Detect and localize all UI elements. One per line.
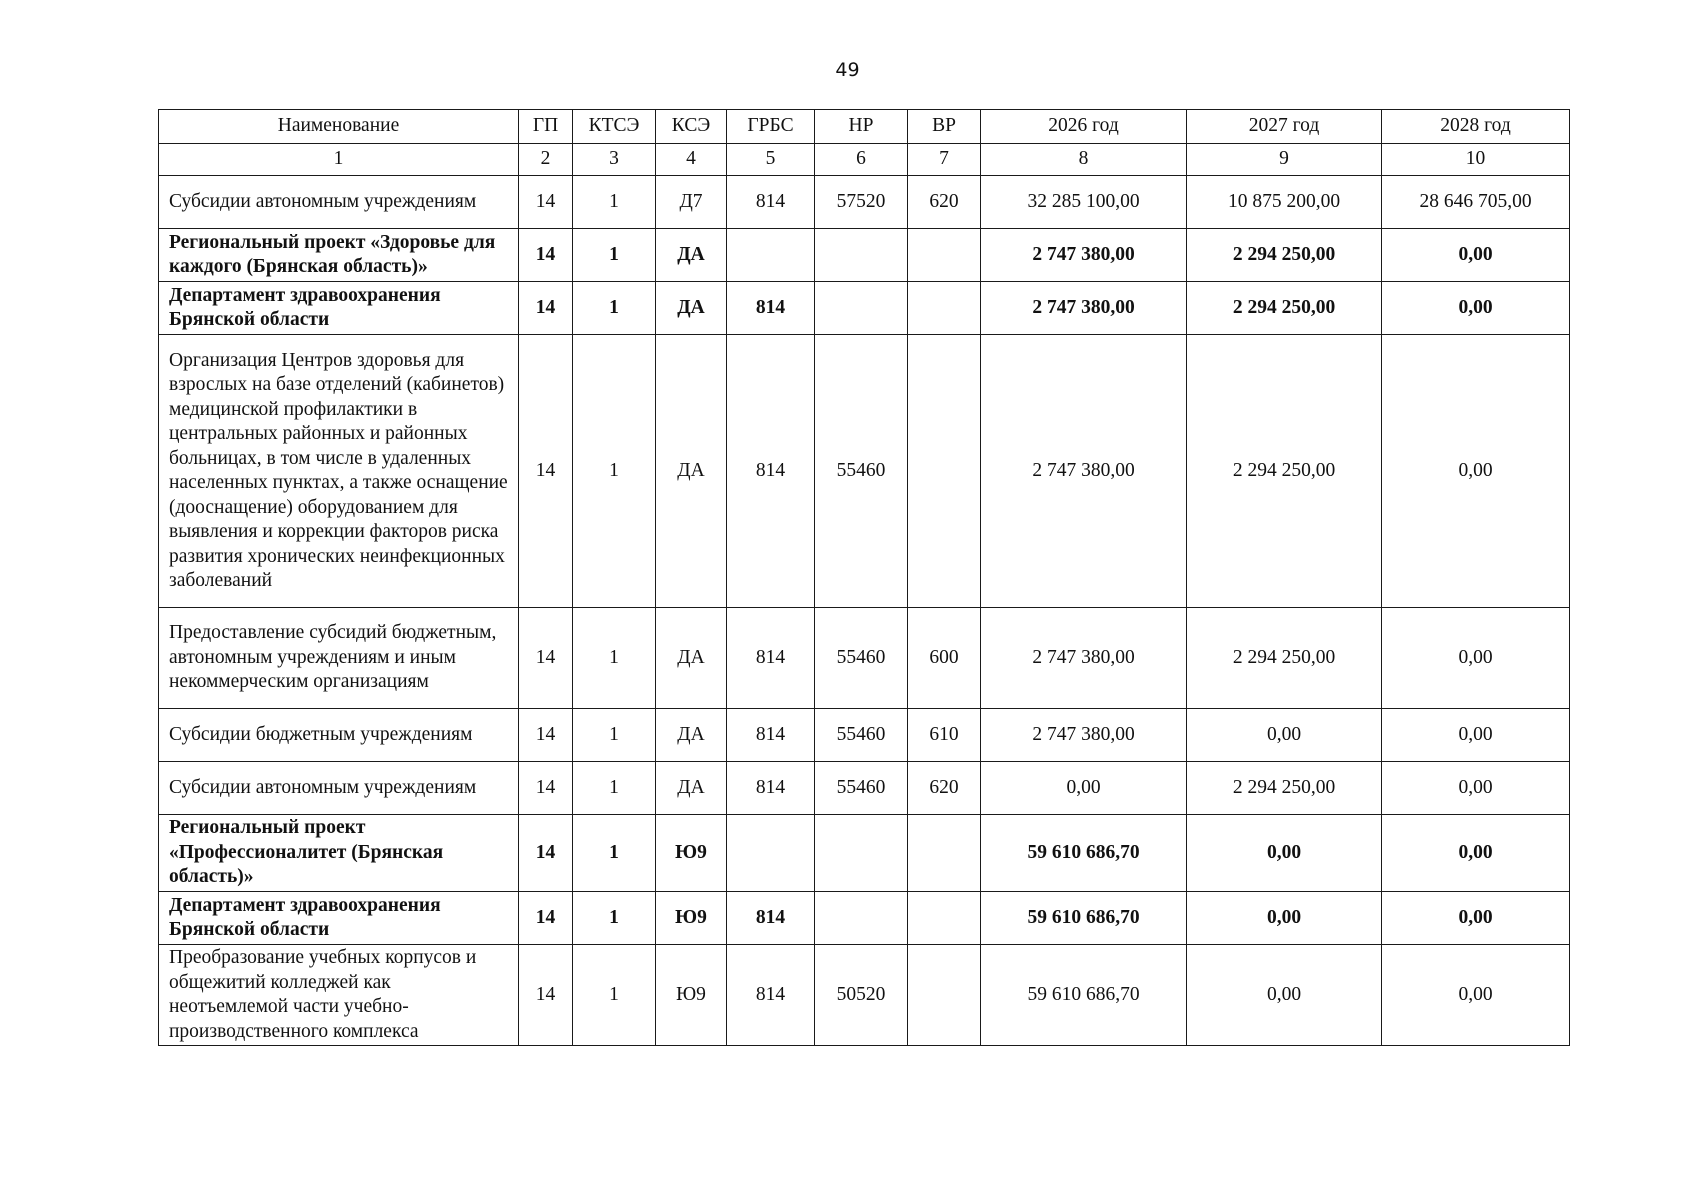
table-row xyxy=(159,892,1570,945)
cell-vr: 610 xyxy=(908,709,981,762)
cell-ktse: 1 xyxy=(573,176,656,229)
cell-2026: 0,00 xyxy=(981,762,1187,815)
header-row xyxy=(159,110,1570,144)
cell-gp: 14 xyxy=(519,608,573,709)
header-2028: 2028 год xyxy=(1382,110,1570,144)
cell-ktse: 1 xyxy=(573,282,656,335)
cell-2028: 0,00 xyxy=(1382,762,1570,815)
cell-gp: 14 xyxy=(519,176,573,229)
cell-grbs: 814 xyxy=(727,335,815,608)
cell-gp: 14 xyxy=(519,815,573,892)
cell-nr xyxy=(815,892,908,945)
cell-kse: Ю9 xyxy=(656,815,727,892)
cell-nr: 55460 xyxy=(815,709,908,762)
cell-gp: 14 xyxy=(519,892,573,945)
header-2026: 2026 год xyxy=(981,110,1187,144)
cell-vr xyxy=(908,282,981,335)
cell-2026: 59 610 686,70 xyxy=(981,892,1187,945)
cell-gp: 14 xyxy=(519,229,573,282)
budget-table xyxy=(158,109,1570,1046)
column-index-row xyxy=(159,144,1570,176)
cell-grbs xyxy=(727,815,815,892)
cell-nr xyxy=(815,229,908,282)
cell-kse: Ю9 xyxy=(656,945,727,1046)
cell-ktse: 1 xyxy=(573,335,656,608)
cell-nr: 55460 xyxy=(815,608,908,709)
cell-grbs: 814 xyxy=(727,945,815,1046)
cell-2027: 2 294 250,00 xyxy=(1187,229,1382,282)
cell-2028: 0,00 xyxy=(1382,945,1570,1046)
column-index: 10 xyxy=(1382,144,1570,176)
cell-name: Субсидии автономным учреждениям xyxy=(159,762,519,815)
cell-2028: 0,00 xyxy=(1382,815,1570,892)
page-number: 49 xyxy=(835,59,860,81)
cell-kse: ДА xyxy=(656,229,727,282)
cell-2028: 0,00 xyxy=(1382,335,1570,608)
header-grbs: ГРБС xyxy=(727,110,815,144)
cell-ktse: 1 xyxy=(573,709,656,762)
cell-nr: 57520 xyxy=(815,176,908,229)
cell-kse: ДА xyxy=(656,762,727,815)
cell-nr: 50520 xyxy=(815,945,908,1046)
cell-2026: 2 747 380,00 xyxy=(981,335,1187,608)
cell-2027: 0,00 xyxy=(1187,945,1382,1046)
cell-nr xyxy=(815,282,908,335)
column-index: 7 xyxy=(908,144,981,176)
cell-2026: 2 747 380,00 xyxy=(981,709,1187,762)
cell-grbs: 814 xyxy=(727,176,815,229)
table-row xyxy=(159,608,1570,709)
cell-2026: 2 747 380,00 xyxy=(981,282,1187,335)
table-row xyxy=(159,762,1570,815)
cell-2028: 0,00 xyxy=(1382,282,1570,335)
header-2027: 2027 год xyxy=(1187,110,1382,144)
cell-2028: 0,00 xyxy=(1382,608,1570,709)
cell-grbs: 814 xyxy=(727,608,815,709)
cell-vr xyxy=(908,815,981,892)
cell-kse: ДА xyxy=(656,282,727,335)
cell-name: Департамент здравоохранения Брянской области xyxy=(159,282,519,335)
cell-name: Субсидии автономным учреждениям xyxy=(159,176,519,229)
cell-2027: 2 294 250,00 xyxy=(1187,762,1382,815)
cell-grbs: 814 xyxy=(727,762,815,815)
cell-nr xyxy=(815,815,908,892)
cell-2026: 32 285 100,00 xyxy=(981,176,1187,229)
cell-ktse: 1 xyxy=(573,762,656,815)
cell-2028: 28 646 705,00 xyxy=(1382,176,1570,229)
cell-ktse: 1 xyxy=(573,815,656,892)
cell-2028: 0,00 xyxy=(1382,229,1570,282)
cell-kse: Ю9 xyxy=(656,892,727,945)
cell-gp: 14 xyxy=(519,282,573,335)
header-ktse: КТСЭ xyxy=(573,110,656,144)
cell-kse: Д7 xyxy=(656,176,727,229)
cell-gp: 14 xyxy=(519,709,573,762)
cell-name: Региональный проект «Профессионалитет (Брянская область)» xyxy=(159,815,519,892)
column-index: 4 xyxy=(656,144,727,176)
table-row xyxy=(159,335,1570,608)
cell-name: Субсидии бюджетным учреждениям xyxy=(159,709,519,762)
cell-grbs xyxy=(727,229,815,282)
column-index: 1 xyxy=(159,144,519,176)
cell-2026: 59 610 686,70 xyxy=(981,945,1187,1046)
table-row xyxy=(159,176,1570,229)
cell-kse: ДА xyxy=(656,608,727,709)
cell-2026: 2 747 380,00 xyxy=(981,229,1187,282)
table-row xyxy=(159,229,1570,282)
cell-2027: 2 294 250,00 xyxy=(1187,335,1382,608)
cell-2027: 0,00 xyxy=(1187,709,1382,762)
column-index: 9 xyxy=(1187,144,1382,176)
cell-name: Региональный проект «Здоровье для каждого (Брянская область)» xyxy=(159,229,519,282)
cell-gp: 14 xyxy=(519,762,573,815)
column-index: 6 xyxy=(815,144,908,176)
cell-gp: 14 xyxy=(519,945,573,1046)
table-row xyxy=(159,945,1570,1046)
column-index: 5 xyxy=(727,144,815,176)
cell-ktse: 1 xyxy=(573,608,656,709)
cell-2027: 2 294 250,00 xyxy=(1187,282,1382,335)
cell-2027: 0,00 xyxy=(1187,892,1382,945)
cell-ktse: 1 xyxy=(573,229,656,282)
cell-vr xyxy=(908,892,981,945)
header-gp: ГП xyxy=(519,110,573,144)
cell-kse: ДА xyxy=(656,709,727,762)
table-row xyxy=(159,815,1570,892)
cell-2027: 2 294 250,00 xyxy=(1187,608,1382,709)
cell-kse: ДА xyxy=(656,335,727,608)
column-index: 8 xyxy=(981,144,1187,176)
cell-2028: 0,00 xyxy=(1382,892,1570,945)
column-index: 2 xyxy=(519,144,573,176)
cell-vr xyxy=(908,229,981,282)
header-kse: КСЭ xyxy=(656,110,727,144)
cell-nr: 55460 xyxy=(815,335,908,608)
cell-2027: 0,00 xyxy=(1187,815,1382,892)
cell-grbs: 814 xyxy=(727,709,815,762)
cell-nr: 55460 xyxy=(815,762,908,815)
cell-grbs: 814 xyxy=(727,282,815,335)
cell-vr: 620 xyxy=(908,176,981,229)
table-row xyxy=(159,709,1570,762)
cell-name: Преобразование учебных корпусов и общежитий колледжей как неотъемлемой части учебно-производственного комплекса xyxy=(159,945,519,1046)
cell-vr xyxy=(908,335,981,608)
header-vr: ВР xyxy=(908,110,981,144)
header-name: Наименование xyxy=(159,110,519,144)
cell-2027: 10 875 200,00 xyxy=(1187,176,1382,229)
cell-vr: 620 xyxy=(908,762,981,815)
cell-name: Департамент здравоохранения Брянской области xyxy=(159,892,519,945)
cell-2026: 59 610 686,70 xyxy=(981,815,1187,892)
cell-ktse: 1 xyxy=(573,892,656,945)
cell-2028: 0,00 xyxy=(1382,709,1570,762)
cell-name: Предоставление субсидий бюджетным, автономным учреждениям и иным некоммерческим организациям xyxy=(159,608,519,709)
cell-grbs: 814 xyxy=(727,892,815,945)
cell-vr xyxy=(908,945,981,1046)
column-index: 3 xyxy=(573,144,656,176)
cell-ktse: 1 xyxy=(573,945,656,1046)
cell-gp: 14 xyxy=(519,335,573,608)
header-nr: НР xyxy=(815,110,908,144)
cell-vr: 600 xyxy=(908,608,981,709)
cell-2026: 2 747 380,00 xyxy=(981,608,1187,709)
table-row xyxy=(159,282,1570,335)
cell-name: Организация Центров здоровья для взрослых на базе отделений (кабинетов) медицинской профилактики в центральных районных и районных больницах, в том числе в удаленных населенных пунктах, а также оснащение (дооснащение) оборудованием для выявления и коррекции факторов риска развития хронических неинфекционных заболеваний xyxy=(159,335,519,608)
